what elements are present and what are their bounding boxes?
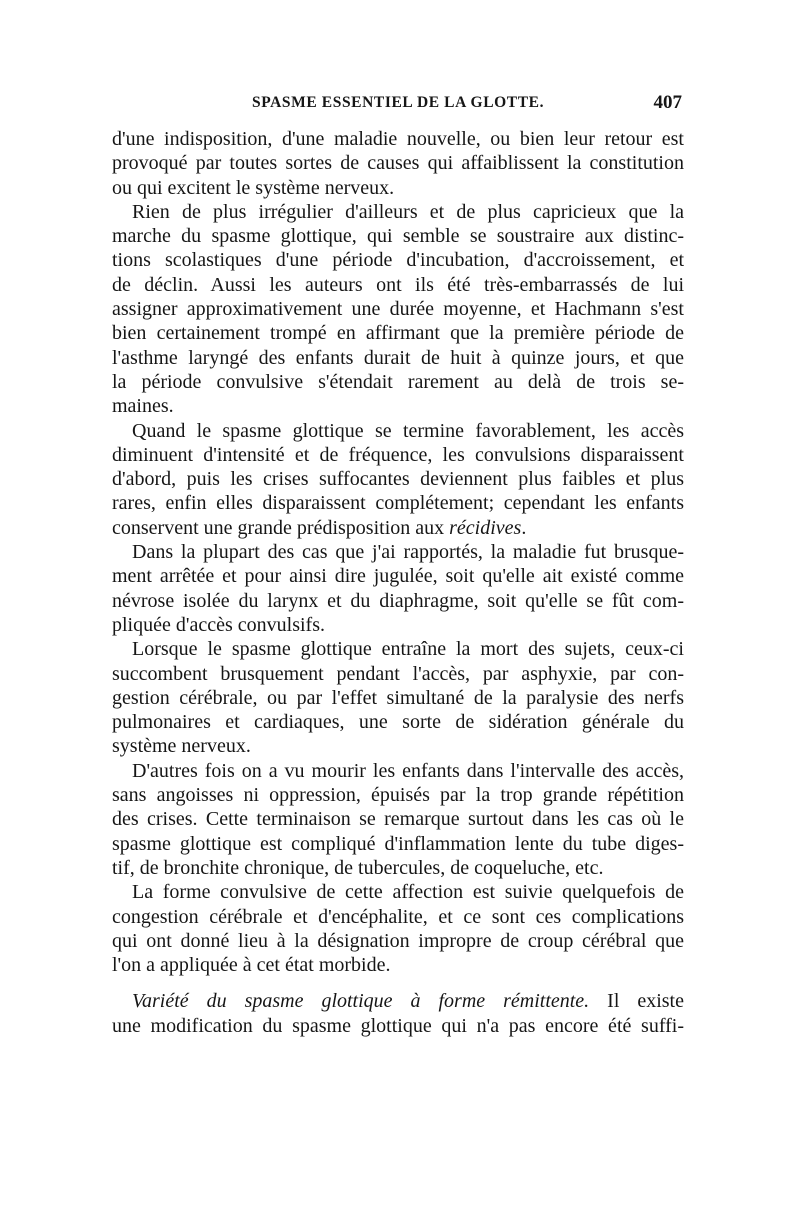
section-heading-line <box>112 989 684 1013</box>
text-line: l'asthme laryngé des enfants durait de huit à quinze jours, et que <box>112 346 684 369</box>
text-line: spasme glottique est compliqué d'inflammation lente du tube diges- <box>112 832 684 855</box>
text-line: diminuent d'intensité et de fréquence, les convulsions disparaissent <box>112 443 684 466</box>
text-line: ment arrêtée et pour ainsi dire jugulée, soit qu'elle ait existé comme <box>112 565 684 588</box>
text-fragment: conservent une grande prédisposition aux <box>112 516 450 539</box>
text-line: d'une indisposition, d'une maladie nouvelle, ou bien leur retour est <box>112 128 684 150</box>
text-fragment: Il existe <box>589 990 684 1013</box>
text-line: de déclin. Aussi les auteurs ont ils été très-embarrassés de lui <box>112 273 684 296</box>
text-line: système nerveux. <box>112 735 251 758</box>
text-fragment: . <box>521 516 527 539</box>
text-line: Quand le spasme glottique se termine favorablement, les accès <box>132 419 684 442</box>
text-line: une modification du spasme glottique qui n'a pas encore été suffi- <box>112 1014 684 1037</box>
text-line: Dans la plupart des cas que j'ai rapportés, la maladie fut brusque- <box>132 541 684 564</box>
text-line: tif, de bronchite chronique, de tubercules, de coqueluche, etc. <box>112 856 604 879</box>
paragraph-7 <box>112 880 684 977</box>
paragraph-4 <box>112 540 684 637</box>
text-line: succombent brusquement pendant l'accès, par asphyxie, par con- <box>112 662 684 685</box>
text-line: la période convulsive s'étendait rarement au delà de trois se- <box>112 370 684 393</box>
text-line: gestion cérébrale, ou par l'effet simultané de la paralysie des nerfs <box>112 686 684 709</box>
text-line: ou qui excitent le système nerveux. <box>112 176 395 199</box>
paragraph-1 <box>112 127 684 200</box>
paragraph-2 <box>112 200 684 419</box>
running-title: SPASME ESSENTIEL DE LA GLOTTE. <box>252 94 545 111</box>
running-head <box>112 92 682 118</box>
section-remittent-form <box>112 989 684 1038</box>
text-line: tions scolastiques d'une période d'incubation, d'accroissement, et <box>112 249 684 272</box>
text-line: des crises. Cette terminaison se remarque surtout dans les cas où le <box>112 808 684 831</box>
text-line: qui ont donné lieu à la désignation impropre de croup cérébral que <box>112 929 684 952</box>
text-line: rares, enfin elles disparaissent complétement; cependant les enfants <box>112 492 684 515</box>
text-line: assigner approximativement une durée moyenne, et Hachmann s'est <box>112 298 684 321</box>
text-line <box>112 516 684 540</box>
section-heading: Variété du spasme glottique à forme rémittente. <box>132 990 590 1013</box>
italic-term: récidives <box>449 516 522 539</box>
text-line: congestion cérébrale et d'encéphalite, et ce sont ces complications <box>112 905 684 928</box>
paragraph-5 <box>112 637 684 758</box>
text-line: pulmonaires et cardiaques, une sorte de sidération générale du <box>112 711 684 734</box>
text-line: d'abord, puis les crises suffocantes deviennent plus faibles et plus <box>112 468 684 491</box>
text-line: pliquée d'accès convulsifs. <box>112 613 325 636</box>
text-line: La forme convulsive de cette affection est suivie quelquefois de <box>132 881 684 904</box>
paragraph-3 <box>112 419 684 540</box>
text-line: Rien de plus irrégulier d'ailleurs et de plus capricieux que la <box>132 200 684 223</box>
text-line: l'on a appliquée à cet état morbide. <box>112 954 391 977</box>
text-line: sans angoisses ni oppression, épuisés par la trop grande répétition <box>112 784 684 807</box>
text-line: bien certainement trompé en affirmant que la première période de <box>112 322 684 345</box>
text-line: provoqué par toutes sortes de causes qui affaiblissent la constitution <box>112 152 684 175</box>
text-line: Lorsque le spasme glottique entraîne la mort des sujets, ceux-ci <box>132 638 684 661</box>
text-line: D'autres fois on a vu mourir les enfants dans l'intervalle des accès, <box>132 759 684 782</box>
text-line: névrose isolée du larynx et du diaphragme, soit qu'elle se fût com- <box>112 589 684 612</box>
text-line: marche du spasme glottique, qui semble se soustraire aux distinc- <box>112 225 684 248</box>
body-text <box>112 127 684 1038</box>
text-line: maines. <box>112 395 174 418</box>
paragraph-6 <box>112 759 684 880</box>
page-number: 407 <box>653 92 682 113</box>
